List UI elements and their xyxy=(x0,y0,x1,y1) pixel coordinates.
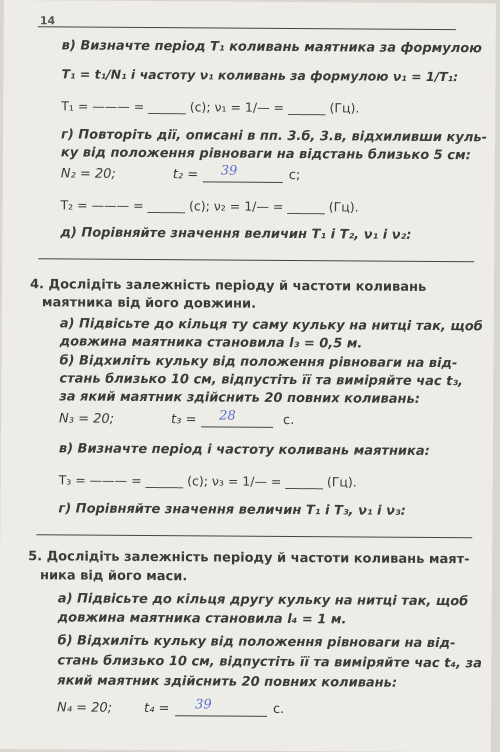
t2-label: t₂ = xyxy=(172,167,199,183)
task-5b-line-2: стань близько 10 см, відпустіть її та виміряйте час t₄, за xyxy=(57,653,482,672)
n3-label: N₃ = 20; xyxy=(59,411,115,427)
answer-line-3d xyxy=(38,258,474,262)
task-3g-line-2: ку від положення рівноваги на відстань близько 5 см: xyxy=(60,145,471,164)
task-4-heading-2: маятника від його довжини. xyxy=(41,295,257,312)
t3-blank xyxy=(201,412,273,428)
t2-unit: с; xyxy=(288,167,301,184)
task-3v-line-1: в) Визначте період T₁ коливань маятника за формулою xyxy=(61,38,482,57)
task-3g-line-1: г) Повторіть дії, описані в пп. 3.б, 3.в, відхиливши куль- xyxy=(61,127,488,146)
task-5a-line-1: а) Підвісьте до кільця другу кульку на нитці так, щоб xyxy=(57,591,469,610)
task-4a-line-1: а) Підвісьте до кільця ту саму кульку на нитці так, щоб xyxy=(59,316,483,335)
page-number: 14 xyxy=(39,14,56,28)
t4-label: t₄ = xyxy=(144,700,170,717)
task-5-heading-2: ника від його маси. xyxy=(39,568,188,585)
task-5b-line-1: б) Відхиліть кульку від положення рівноваги на від- xyxy=(57,633,456,652)
task-5a-line-2: довжина маятника становила l₄ = 1 м. xyxy=(57,610,347,628)
t3-handwritten-value: 28 xyxy=(219,408,236,424)
t4-unit: с. xyxy=(273,701,285,717)
task-4a-line-2: довжина маятника становила l₃ = 0,5 м. xyxy=(59,334,363,352)
task-4v-line: в) Визначте період і частоту коливань маятника: xyxy=(58,441,430,459)
n4-label: N₄ = 20; xyxy=(57,700,113,716)
task-5-heading-1: 5. Дослідіть залежність періоду й частоти коливань маят- xyxy=(28,549,470,568)
task-4g-line: г) Порівняйте значення величин T₁ і T₃, ν₁ і ν₃: xyxy=(58,501,406,519)
n2-label: N₂ = 20; xyxy=(60,166,116,182)
task-5b-line-3: який маятник здійснить 20 повних коливань: xyxy=(57,673,398,691)
t4-blank xyxy=(175,701,267,717)
task-3g-formula-row: T₂ = ——— = ______ (с); ν₂ = 1/— = ______ (Гц). xyxy=(60,197,359,215)
task-3v-formula-row: T₁ = ——— = ______ (с); ν₁ = 1/— = ______ (Гц). xyxy=(61,98,360,116)
task-4b-line-2: стань близько 10 см, відпустіть її та виміряйте час t₃, xyxy=(59,371,464,390)
t4-handwritten-value: 39 xyxy=(195,697,212,713)
answer-line-4g xyxy=(36,534,472,538)
t2-blank xyxy=(203,167,283,183)
t3-label: t₃ = xyxy=(171,412,197,428)
task-3v-line-2: T₁ = t₁/N₁ і частоту ν₁ коливань за формулою ν₁ = 1/T₁: xyxy=(61,66,459,85)
t3-unit: с. xyxy=(283,412,295,429)
task-4-heading-1: 4. Дослідіть залежність періоду й частоти коливань xyxy=(29,277,427,295)
task-4b-line-1: б) Відхиліть кульку від положення рівноваги на від- xyxy=(59,353,458,372)
task-3d-line: д) Порівняйте значення величин T₁ і T₂, ν₁ і ν₂: xyxy=(60,225,412,243)
task-4b-line-3: за який маятник здійснить 20 повних коливань: xyxy=(59,389,421,407)
header-rule xyxy=(38,26,456,30)
t2-handwritten-value: 39 xyxy=(220,163,238,179)
task-4v-formula-row: T₃ = ——— = ______ (с); ν₃ = 1/— = ______ (Гц). xyxy=(58,472,357,490)
